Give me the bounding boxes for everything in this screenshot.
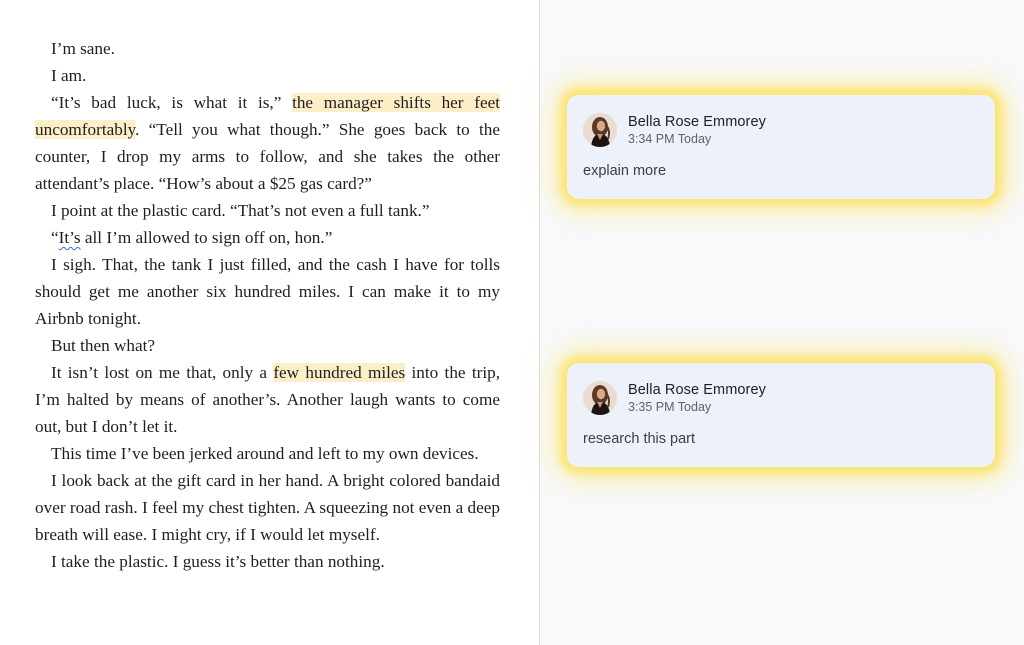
spellcheck-flagged-word[interactable]: It’s — [58, 228, 81, 247]
text-run: all I’m allowed to sign off on, hon.” — [80, 228, 333, 247]
comments-pane — [540, 0, 1024, 645]
comment-timestamp: 3:34 PM Today — [628, 132, 712, 146]
paragraph[interactable] — [35, 467, 500, 548]
text-run: But then what? — [51, 336, 156, 355]
text-run: “ — [51, 228, 59, 247]
comment-author: Bella Rose Emmorey — [628, 114, 766, 130]
paragraph[interactable] — [35, 440, 500, 467]
comment-card[interactable] — [567, 363, 995, 467]
paragraph[interactable] — [35, 251, 500, 332]
text-run: I am. — [51, 66, 87, 85]
comment-text: research this part — [583, 431, 696, 447]
user-photo-avatar-icon[interactable] — [583, 381, 617, 415]
commented-highlight-1[interactable]: the manager shifts her feet uncomfortably — [35, 93, 500, 139]
document-body[interactable] — [35, 35, 500, 575]
text-run: I’m sane. — [51, 39, 115, 58]
text-run: I take the plastic. I guess it’s better than nothing. — [51, 552, 385, 571]
comment-card[interactable] — [567, 95, 995, 199]
comment-timestamp: 3:35 PM Today — [628, 400, 712, 414]
paragraph[interactable] — [35, 62, 500, 89]
paragraph[interactable] — [35, 332, 500, 359]
user-photo-avatar-icon[interactable] — [583, 113, 617, 147]
text-run: into the trip, I’m halted by means of another’s. Another laugh wants to come out, but I don’t let it. — [35, 363, 500, 436]
text-run: It isn’t lost on me that, only a — [51, 363, 274, 382]
paragraph[interactable] — [35, 548, 500, 575]
paragraph[interactable] — [35, 197, 500, 224]
text-run: . “Tell you what though.” She goes back to the counter, I drop my arms to follow, and she takes the other attendant’s place. “How’s about a $25 gas card?” — [35, 120, 500, 193]
text-run: I point at the plastic card. “That’s not even a full tank.” — [51, 201, 430, 220]
text-run: I sigh. That, the tank I just filled, and the cash I have for tolls should get me another six hundred miles. I can make it to my Airbnb tonight. — [35, 255, 500, 328]
paragraph[interactable] — [35, 359, 500, 440]
text-run: I look back at the gift card in her hand. A bright colored bandaid over road rash. I feel my chest tighten. A squeezing not even a deep breath will ease. I might cry, if I would let myself. — [35, 471, 500, 544]
comment-text: explain more — [583, 163, 667, 179]
text-run: This time I’ve been jerked around and left to my own devices. — [51, 444, 479, 463]
paragraph[interactable] — [35, 89, 500, 197]
paragraph[interactable] — [35, 224, 500, 251]
commented-highlight-2[interactable]: few hundred miles — [273, 363, 406, 382]
comment-author: Bella Rose Emmorey — [628, 382, 766, 398]
paragraph[interactable] — [35, 35, 500, 62]
text-run: “It’s bad luck, is what it is,” — [51, 93, 293, 112]
